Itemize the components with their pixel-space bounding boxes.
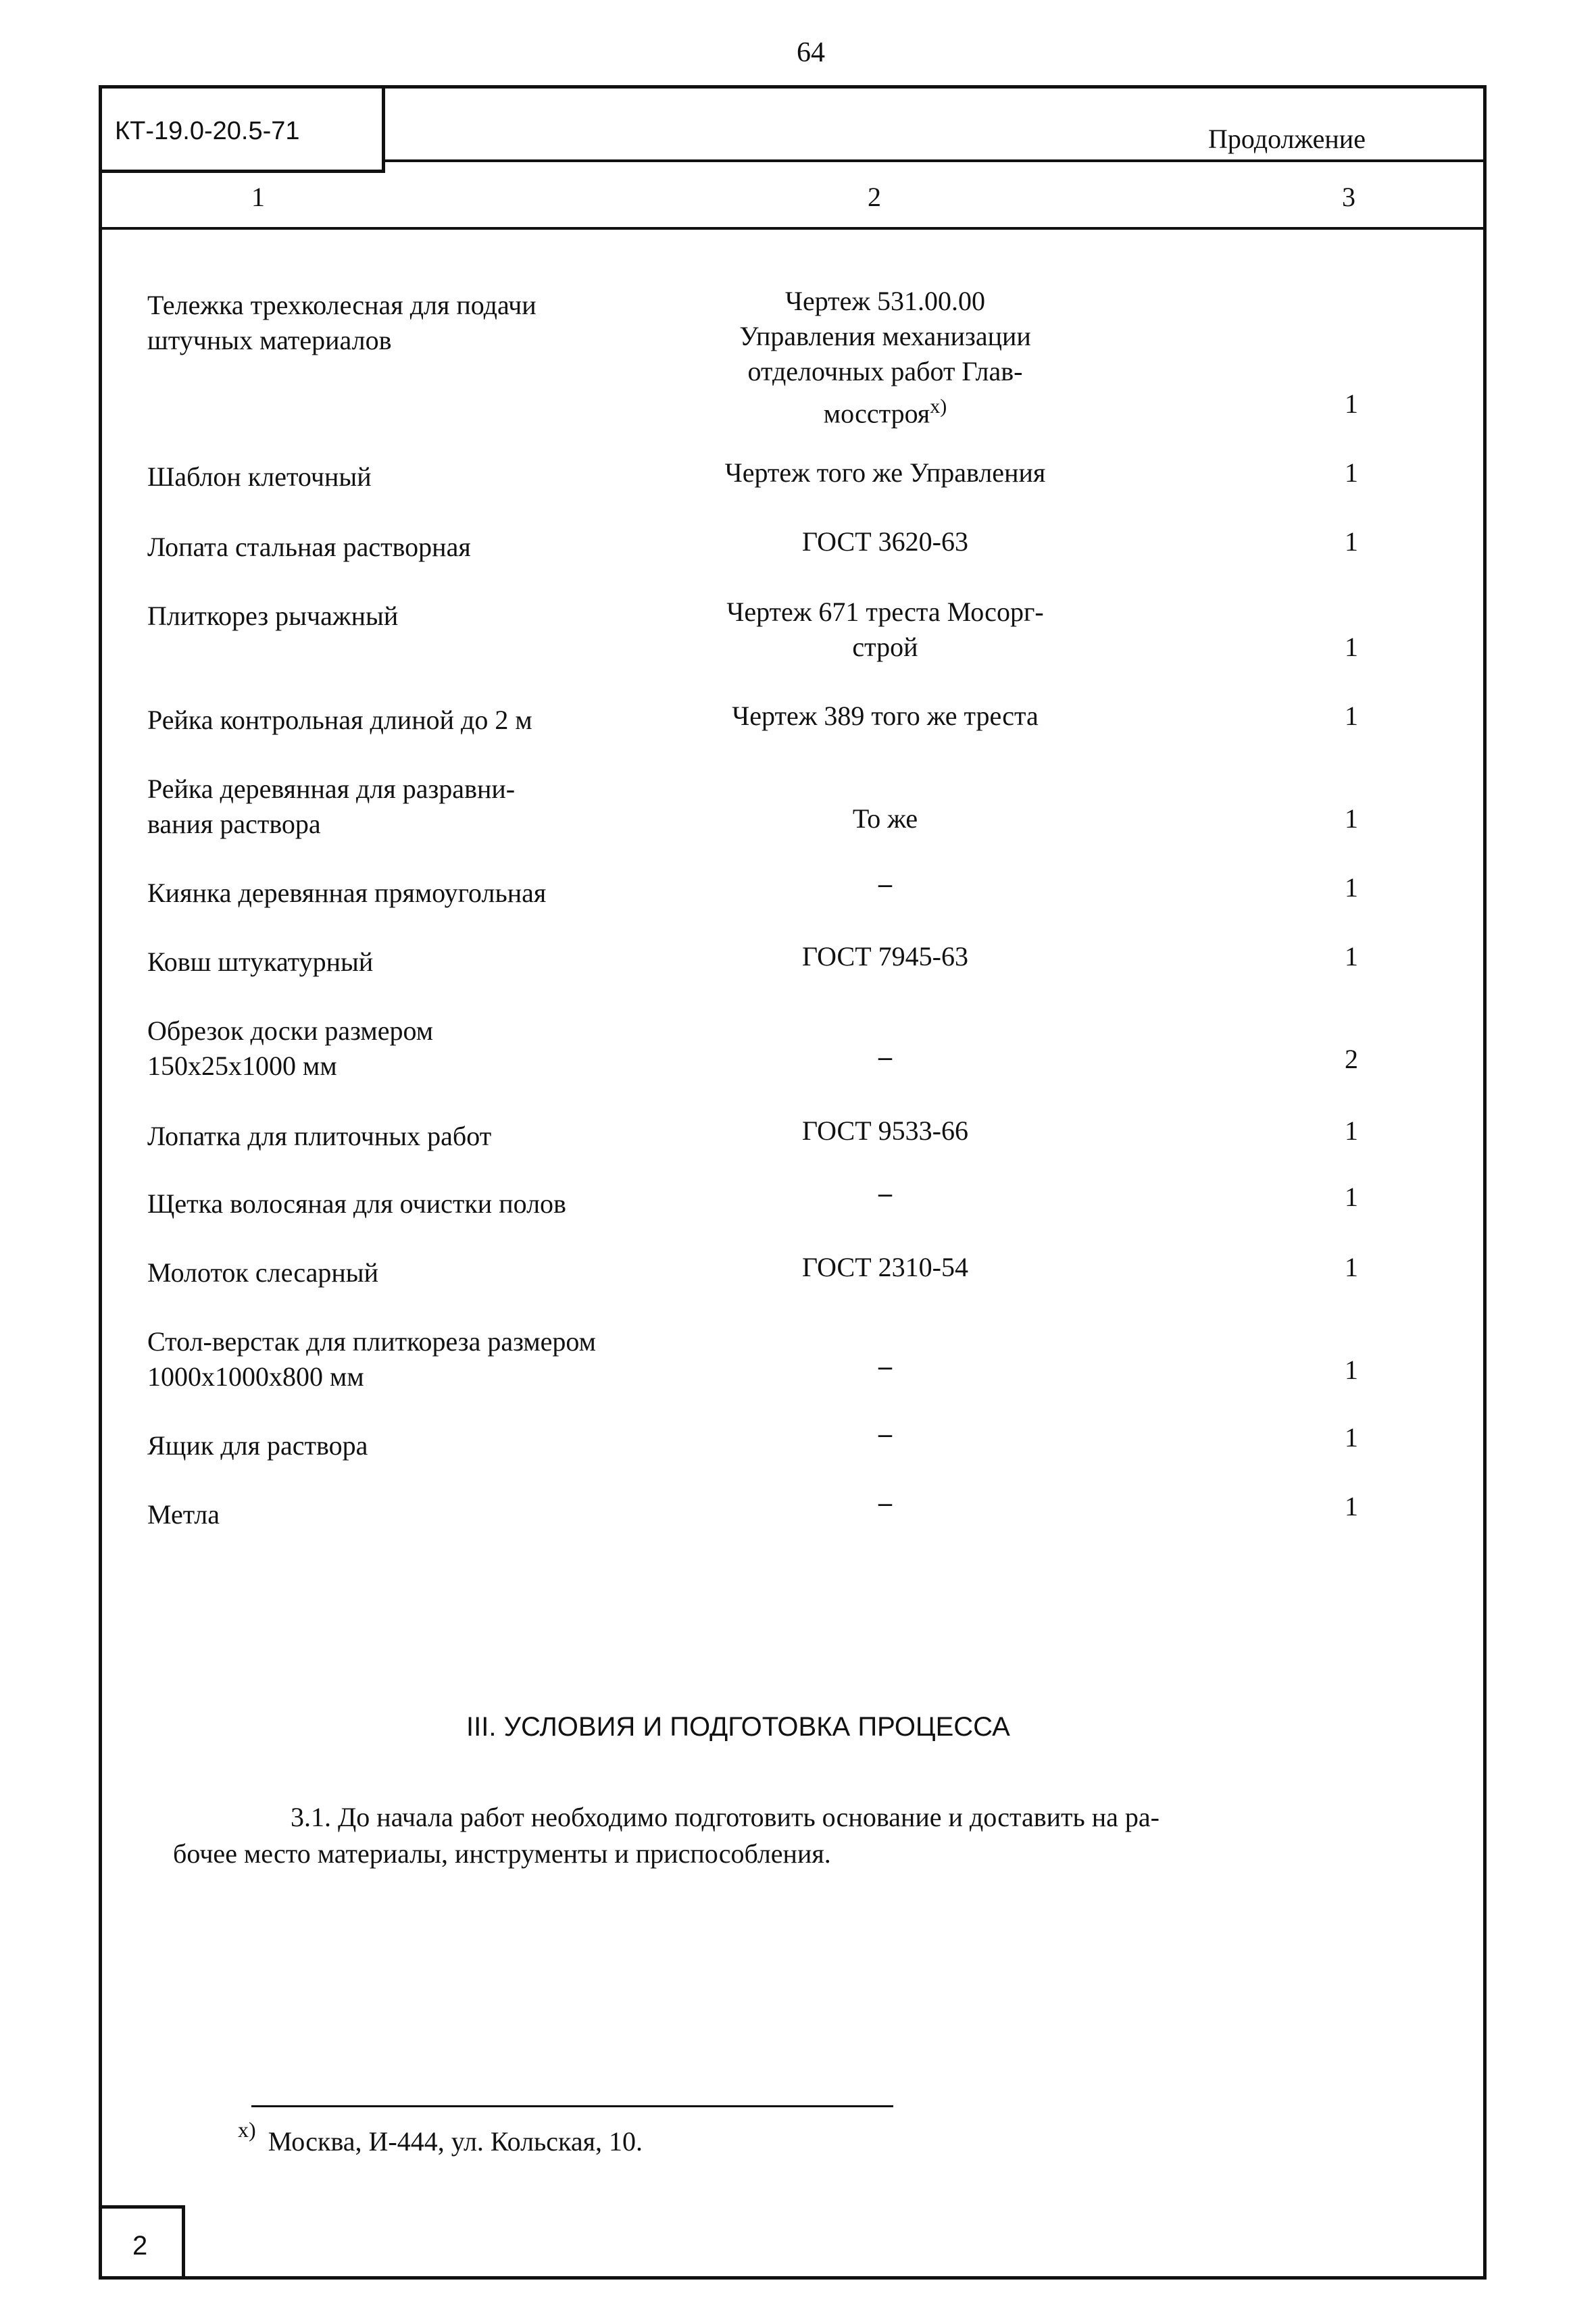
row-qty: 1	[1345, 1491, 1358, 1521]
row-ref: Чертеж 389 того же треста	[732, 701, 1039, 731]
column-header-2: 2	[868, 182, 881, 212]
column-header-1: 1	[251, 182, 265, 212]
row-qty: 1	[1345, 1422, 1358, 1453]
doc-code: КТ-19.0-20.5-71	[115, 117, 300, 145]
footnote-text: Москва, И-444, ул. Кольская, 10.	[268, 2126, 643, 2157]
row-qty: 1	[1345, 1182, 1358, 1212]
row-qty: 1	[1345, 526, 1358, 557]
row-ref: ГОСТ 7945-63	[802, 941, 968, 972]
row-qty: 1	[1345, 457, 1358, 488]
row-name: Плиткорез рычажный	[147, 601, 399, 631]
row-name: Тележка трехколесная для подачи штучных материалов	[147, 290, 537, 355]
row-name: Молоток слесарный	[147, 1257, 379, 1288]
column-header-3: 3	[1342, 182, 1355, 212]
row-qty: 2	[1345, 1044, 1358, 1074]
row-name: Шаблон клеточный	[147, 461, 372, 492]
row-qty: 1	[1345, 1115, 1358, 1146]
row-ref: Чертеж того же Управления	[724, 457, 1046, 488]
row-name: Лопата стальная растворная	[147, 532, 471, 562]
footnote-rule	[251, 2105, 893, 2107]
row-ref: –	[878, 1041, 892, 1072]
continuation-label: Продолжение	[1208, 124, 1366, 154]
row-qty: 1	[1345, 1355, 1358, 1385]
row-name: Рейка деревянная для разравни- вания раствора	[147, 774, 516, 839]
row-name: Ящик для раствора	[147, 1430, 368, 1461]
row-name: Киянка деревянная прямоугольная	[147, 878, 547, 908]
paragraph-line-1: 3.1. До начала работ необходимо подготовить основание и доставить на ра-	[291, 1802, 1159, 1832]
row-ref: –	[878, 1487, 892, 1517]
header-top-line	[385, 159, 1487, 162]
row-name: Стол-верстак для плиткореза размером 1000x1000x800 мм	[147, 1326, 596, 1392]
row-ref: ГОСТ 9533-66	[802, 1115, 968, 1146]
row-ref: –	[878, 1418, 892, 1449]
header-bottom-line	[99, 227, 1487, 230]
row-qty: 1	[1345, 388, 1358, 419]
row-name: Лопатка для плиточных работ	[147, 1121, 492, 1151]
footnote-ref-mark: x)	[930, 395, 947, 418]
row-ref: –	[878, 868, 892, 899]
row-name: Щетка волосяная для очистки полов	[147, 1188, 566, 1219]
row-ref: ГОСТ 3620-63	[802, 526, 968, 557]
row-qty: 1	[1345, 632, 1358, 662]
row-qty: 1	[1345, 803, 1358, 834]
row-ref: ГОСТ 2310-54	[802, 1252, 968, 1282]
row-qty: 1	[1345, 1252, 1358, 1282]
row-name: Рейка контрольная длиной до 2 м	[147, 705, 532, 735]
row-qty: 1	[1345, 701, 1358, 731]
row-ref: –	[878, 1178, 892, 1208]
row-ref: Чертеж 531.00.00 Управления механизации отделочных работ Глав- мосстроя$^{x)}$	[739, 286, 1031, 429]
sheet-number: 2	[132, 2231, 148, 2261]
row-ref: Чертеж 671 треста Мосорг- строй	[726, 597, 1044, 662]
row-qty: 1	[1345, 941, 1358, 972]
row-name: Метла	[147, 1499, 220, 1530]
row-ref: –	[878, 1351, 892, 1381]
row-name: Ковш штукатурный	[147, 947, 374, 977]
footnote-mark: x)	[238, 2117, 256, 2142]
row-qty: 1	[1345, 872, 1358, 903]
section-title: III. УСЛОВИЯ И ПОДГОТОВКА ПРОЦЕССА	[466, 1712, 1010, 1742]
row-ref: То же	[852, 803, 918, 834]
page-number: 64	[797, 37, 825, 68]
paragraph-line-2: бочее место материалы, инструменты и приспособления.	[173, 1838, 831, 1869]
row-name: Обрезок доски размером 150x25x1000 мм	[147, 1015, 434, 1081]
footnote	[238, 2115, 643, 2157]
